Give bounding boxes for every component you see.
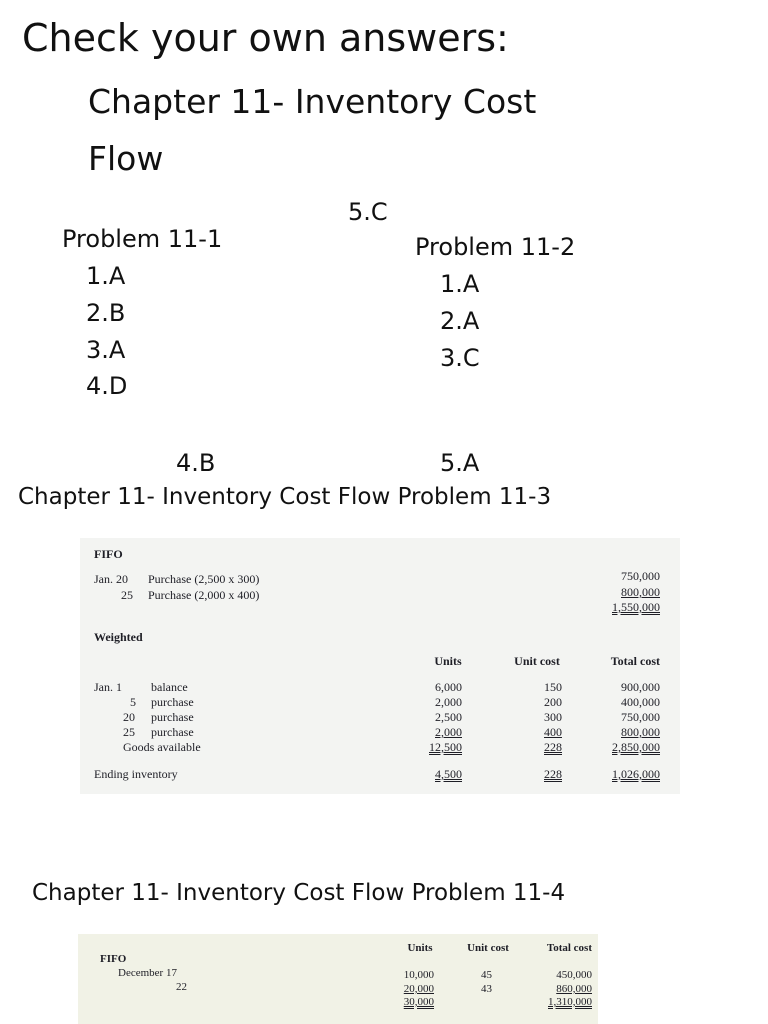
weighted-row-units: 2,000 bbox=[435, 695, 462, 709]
problem-11-2-answer-3: 3.C bbox=[440, 344, 480, 372]
page-heading: Check your own answers: bbox=[22, 16, 509, 60]
fifo-total-cost: 1,310,000 bbox=[548, 996, 592, 1008]
column-header-unit-cost: Unit cost bbox=[467, 942, 509, 954]
problem-11-3-heading: Chapter 11- Inventory Cost Flow Problem 11-3 bbox=[18, 484, 552, 510]
fifo-row-date: December 17 bbox=[118, 967, 177, 979]
problem-11-2-answer-4: 4.B bbox=[176, 449, 216, 477]
weighted-row-date: 25 bbox=[123, 725, 135, 739]
weighted-label: Weighted bbox=[94, 630, 143, 644]
column-header-units: Units bbox=[434, 654, 462, 668]
fifo-row-units: 10,000 bbox=[403, 969, 434, 981]
goods-available-total: 2,850,000 bbox=[612, 740, 660, 754]
column-header-total-cost: Total cost bbox=[546, 942, 592, 954]
weighted-row-total: 750,000 bbox=[621, 710, 660, 724]
fifo-total-units: 30,000 bbox=[403, 996, 434, 1008]
fifo-label: FIFO bbox=[94, 547, 123, 561]
problem-11-2-answer-5: 5.A bbox=[440, 449, 480, 477]
fifo-row-date: 25 bbox=[121, 588, 133, 602]
fifo-row-unit-cost: 45 bbox=[481, 969, 492, 981]
weighted-row-unit-cost: 300 bbox=[544, 710, 562, 724]
ending-inventory-total: 1,026,000 bbox=[612, 767, 660, 781]
problem-11-4-solution-image bbox=[78, 934, 598, 1024]
ending-inventory-units: 4,500 bbox=[435, 767, 462, 781]
weighted-row-units: 2,500 bbox=[435, 710, 462, 724]
problem-11-1-answer-1: 1.A bbox=[86, 262, 126, 290]
weighted-row-unit-cost: 150 bbox=[544, 680, 562, 694]
weighted-row-date: 20 bbox=[123, 710, 135, 724]
fifo-row-total: 450,000 bbox=[556, 969, 592, 981]
problem-11-4-heading: Chapter 11- Inventory Cost Flow Problem 11-4 bbox=[32, 880, 566, 906]
fifo-row-units: 20,000 bbox=[403, 983, 434, 995]
fifo-row-amount: 750,000 bbox=[621, 569, 660, 583]
problem-11-2-title: Problem 11-2 bbox=[415, 233, 576, 261]
problem-11-2-answer-1: 1.A bbox=[440, 270, 480, 298]
weighted-row-desc: purchase bbox=[151, 725, 194, 739]
goods-available-units: 12,500 bbox=[429, 740, 462, 754]
fifo-row-amount: 800,000 bbox=[621, 585, 660, 599]
fifo-total: 1,550,000 bbox=[612, 600, 660, 614]
fifo-row-date: 22 bbox=[176, 981, 187, 993]
weighted-row-date: 5 bbox=[130, 695, 136, 709]
weighted-row-total: 900,000 bbox=[621, 680, 660, 694]
weighted-row-desc: balance bbox=[151, 680, 188, 694]
fifo-row-total: 860,000 bbox=[556, 983, 592, 995]
weighted-row-units: 2,000 bbox=[435, 725, 462, 739]
fifo-row-desc: Purchase (2,000 x 400) bbox=[148, 588, 260, 602]
weighted-row-total: 400,000 bbox=[621, 695, 660, 709]
weighted-row-desc: purchase bbox=[151, 695, 194, 709]
problem-11-2-answer-2: 2.A bbox=[440, 307, 480, 335]
chapter-title-line2: Flow bbox=[88, 139, 164, 178]
column-header-unit-cost: Unit cost bbox=[514, 654, 560, 668]
fifo-label: FIFO bbox=[100, 953, 127, 965]
problem-11-1-title: Problem 11-1 bbox=[62, 225, 223, 253]
fifo-row-unit-cost: 43 bbox=[481, 983, 492, 995]
fifo-row-desc: Purchase (2,500 x 300) bbox=[148, 572, 260, 586]
problem-11-3-solution-image bbox=[80, 538, 680, 794]
weighted-row-desc: purchase bbox=[151, 710, 194, 724]
fifo-row-date: Jan. 20 bbox=[94, 572, 128, 586]
weighted-row-unit-cost: 400 bbox=[544, 725, 562, 739]
ending-inventory-unit-cost: 228 bbox=[544, 767, 562, 781]
problem-11-1-answer-4: 4.D bbox=[86, 372, 128, 400]
weighted-row-date: Jan. 1 bbox=[94, 680, 122, 694]
problem-11-1-answer-3: 3.A bbox=[86, 336, 126, 364]
goods-available-unit-cost: 228 bbox=[544, 740, 562, 754]
column-header-total-cost: Total cost bbox=[610, 654, 660, 668]
weighted-row-units: 6,000 bbox=[435, 680, 462, 694]
problem-11-1-answer-2: 2.B bbox=[86, 299, 126, 327]
ending-inventory-label: Ending inventory bbox=[94, 767, 178, 781]
problem-11-1-answer-5: 5.C bbox=[348, 198, 388, 226]
goods-available-label: Goods available bbox=[123, 740, 201, 754]
column-header-units: Units bbox=[407, 942, 433, 954]
chapter-title-line1: Chapter 11- Inventory Cost bbox=[88, 82, 537, 121]
weighted-row-unit-cost: 200 bbox=[544, 695, 562, 709]
weighted-row-total: 800,000 bbox=[621, 725, 660, 739]
